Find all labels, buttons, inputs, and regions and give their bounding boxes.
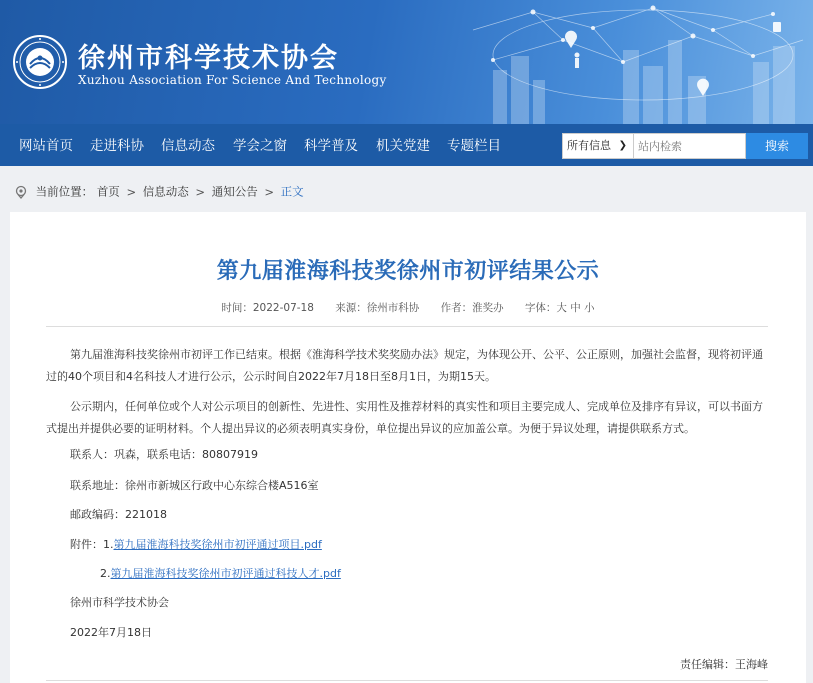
postcode: 邮政编码：221018 (70, 508, 167, 521)
article-title: 第九届淮海科技奖徐州市初评结果公示 (216, 259, 600, 284)
article-author: 作者：淮奖办 (440, 302, 504, 314)
article-meta (10, 300, 806, 315)
breadcrumb: 当前位置： 首页 > 信息动态 > 通知公告 > 正文 (14, 181, 304, 201)
site-search (562, 133, 808, 159)
attachment-label: 附件： (70, 538, 103, 551)
breadcrumb-news[interactable]: 信息动态 (142, 184, 189, 199)
font-size-controls[interactable]: 字体：大 中 小 (524, 302, 595, 314)
chevron-down-icon: ❯ (618, 140, 627, 151)
contact-person: 联系人：巩森，联系电话：80807919 (70, 448, 258, 461)
responsible-editor: 责任编辑：王海峰 (680, 658, 768, 671)
article-time: 时间：2022-07-18 (221, 302, 314, 314)
breadcrumb-prefix: 当前位置： (35, 184, 94, 199)
search-button[interactable]: 搜索 (746, 133, 808, 159)
nav-item-about[interactable]: 走进科协 (90, 138, 144, 154)
nav-item-news[interactable]: 信息动态 (161, 138, 215, 154)
nav-item-special-topics[interactable]: 专题栏目 (447, 138, 501, 154)
signature-date: 2022年7月18日 (70, 626, 152, 639)
title-divider (46, 326, 768, 327)
association-logo-icon[interactable] (12, 34, 68, 90)
site-title: 徐州市科学技术协会 (78, 43, 339, 74)
site-subtitle: Xuzhou Association For Science And Technology (78, 73, 387, 87)
attachment-1-link[interactable]: 第九届淮海科技奖徐州市初评通过项目.pdf (113, 538, 322, 551)
article-container (10, 212, 806, 683)
search-scope-value: 所有信息 (567, 139, 611, 152)
article-source: 来源：徐州市科协 (335, 302, 420, 314)
nav-item-science-popularization[interactable]: 科学普及 (304, 138, 358, 154)
nav-item-societies[interactable]: 学会之窗 (233, 138, 287, 154)
attachment-2-number: 2. (100, 567, 111, 580)
breadcrumb-current: 正文 (280, 184, 304, 199)
nav-item-home[interactable]: 网站首页 (19, 138, 73, 154)
breadcrumb-home[interactable]: 首页 (96, 184, 120, 199)
article-paragraph-1: 第九届淮海科技奖徐州市初评工作已结束。根据《淮海科学技术奖奖励办法》规定，为体现公开、公平、公正原则，加强社会监督，现将初评通过的40个项目和4名科技人才进行公示，公示时间自2022年7月18日至8月1日，为期15天。 (46, 348, 763, 383)
attachment-2-link[interactable]: 第九届淮海科技奖徐州市初评通过科技人才.pdf (110, 567, 341, 580)
search-input[interactable] (634, 133, 746, 159)
search-scope-select[interactable] (562, 133, 634, 159)
breadcrumb-notices[interactable]: 通知公告 (211, 184, 258, 199)
location-pin-icon (14, 185, 28, 199)
attachment-2 (100, 565, 341, 583)
contact-address: 联系地址：徐州市新城区行政中心东综合楼A516室 (70, 479, 319, 492)
bottom-divider (46, 680, 768, 681)
signature: 徐州市科学技术协会 (70, 596, 169, 609)
site-header (0, 0, 813, 124)
skyline-banner-graphic (453, 0, 813, 124)
attachment-1-number: 1. (103, 538, 114, 551)
nav-item-party-building[interactable]: 机关党建 (376, 138, 430, 154)
attachment-1 (70, 536, 322, 554)
article-paragraph-2: 公示期内，任何单位或个人对公示项目的创新性、先进性、实用性及推荐材料的真实性和项目主要完成人、完成单位及排序有异议，可以书面方式提出并提供必要的证明材料。个人提出异议的必须表明真实身份，单位提出异议的应加盖公章。为便于异议处理，请提供联系方式。 (46, 400, 763, 435)
